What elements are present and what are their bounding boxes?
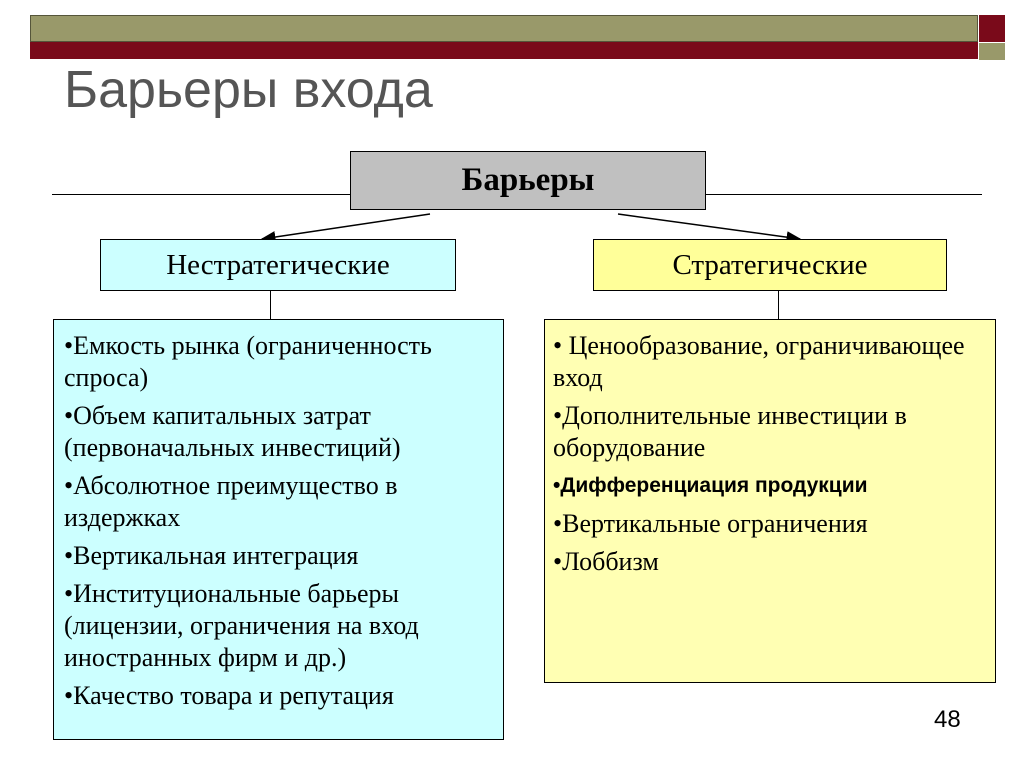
list-item: •Дополнительные инвестиции в оборудование (553, 401, 907, 462)
list-item: •Вертикальные ограничения (553, 509, 868, 538)
list-item-emphasized: •Дифференциация продукции (553, 474, 868, 497)
list-item: •Институциональные барьеры (лицензии, ограничения на вход иностранных фирм и др.) (64, 579, 419, 672)
list-item: •Объем капитальных затрат (первоначальных инвестиций) (64, 401, 401, 462)
list-item: • Ценообразование, ограничивающее вход (553, 331, 965, 392)
nonstrategic-list (53, 319, 504, 740)
slide-title: Барьеры входа (64, 61, 433, 119)
list-item: •Качество товара и репутация (64, 681, 394, 710)
list-item: •Емкость рынка (ограниченность спроса) (64, 331, 432, 392)
strategic-list (544, 319, 996, 683)
root-node-barriers: Барьеры (350, 151, 706, 210)
list-item: •Абсолютное преимущество в издержках (64, 471, 398, 532)
list-item: •Вертикальная интеграция (64, 541, 359, 570)
category-strategic: Стратегические (593, 239, 947, 291)
connector-left (270, 291, 271, 319)
connector-right (778, 291, 779, 319)
arrow-to-strategic (618, 214, 800, 239)
page-number: 48 (934, 706, 961, 733)
category-nonstrategic: Нестратегические (100, 239, 456, 291)
list-item: •Лоббизм (553, 547, 659, 576)
arrow-to-nonstrategic (262, 214, 430, 239)
